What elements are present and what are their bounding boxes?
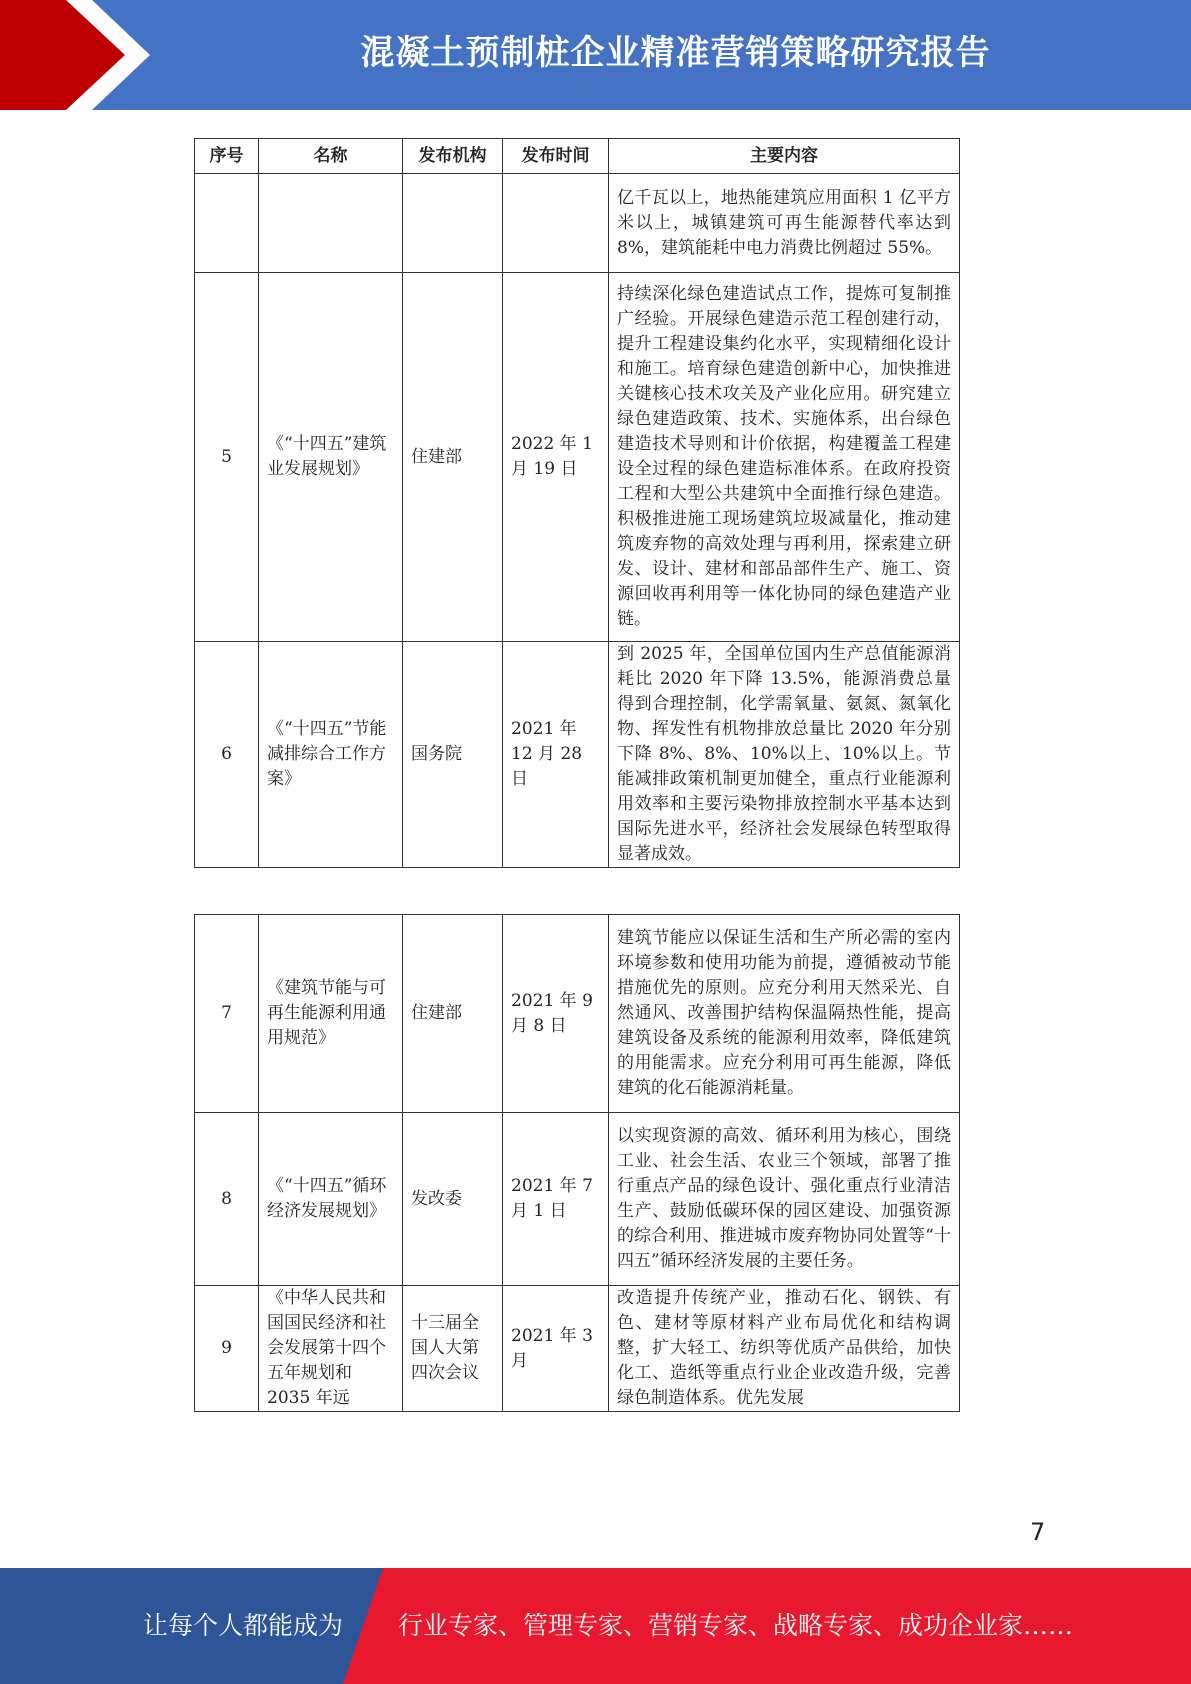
cell-date: 2021 年 7 月 1 日 — [503, 1113, 609, 1286]
table-row — [195, 642, 960, 868]
cell-date: 2021 年 3 月 — [503, 1286, 609, 1412]
cell-name: 《“十四五”循环经济发展规划》 — [259, 1113, 403, 1286]
cell-org: 住建部 — [403, 273, 503, 642]
cell-name: 《“十四五”建筑业发展规划》 — [259, 273, 403, 642]
cell-content: 到 2025 年，全国单位国内生产总值能源消耗比 2020 年下降 13.5%，能源消费总量得到合理控制，化学需氧量、氨氮、氮氧化物、挥发性有机物排放总量比 2020 年分别下降 8%、8%、10%以上、10%以上。节能减排政策机制更加健全，重点行业能源利用效率和主要污染物排放控制水平基本达到国际先进水平，经济社会发展绿色转型取得显著成效。 — [609, 642, 960, 868]
header-cell-date: 发布时间 — [503, 139, 609, 174]
cell-org — [403, 174, 503, 273]
cell-org: 住建部 — [403, 915, 503, 1113]
footer-slogan-left: 让每个人都能成为 — [143, 1611, 344, 1640]
table-row — [195, 174, 960, 273]
cell-name — [259, 174, 403, 273]
cell-org: 国务院 — [403, 642, 503, 868]
footer-slogan-right: 行业专家、管理专家、营销专家、战略专家、成功企业家…… — [398, 1611, 1074, 1640]
table-row — [195, 273, 960, 642]
cell-no: 5 — [195, 273, 259, 642]
table-header-row — [195, 139, 960, 174]
policy-table-part-1 — [194, 138, 960, 868]
cell-name: 《建筑节能与可再生能源利用通用规范》 — [259, 915, 403, 1113]
policy-table-part-2 — [194, 914, 960, 1412]
cell-content: 建筑节能应以保证生活和生产所必需的室内环境参数和使用功能为前提，遵循被动节能措施优先的原则。应充分利用天然采光、自然通风、改善围护结构保温隔热性能，提高建筑设备及系统的能源利用效率，降低建筑的用能需求。应充分利用可再生能源，降低建筑的化石能源消耗量。 — [609, 915, 960, 1113]
table-row — [195, 915, 960, 1113]
cell-name: 《中华人民共和国国民经济和社会发展第十四个五年规划和 2035 年远 — [259, 1286, 403, 1412]
cell-content: 持续深化绿色建造试点工作，提炼可复制推广经验。开展绿色建造示范工程创建行动，提升工程建设集约化水平，实现精细化设计和施工。培育绿色建造创新中心，加快推进关键核心技术攻关及产业化应用。研究建立绿色建造政策、技术、实施体系，出台绿色建造技术导则和计价依据，构建覆盖工程建设全过程的绿色建造标准体系。在政府投资工程和大型公共建筑中全面推行绿色建造。积极推进施工现场建筑垃圾减量化，推动建筑废弃物的高效处理与再利用，探索建立研发、设计、建材和部品部件生产、施工、资源回收再利用等一体化协同的绿色建造产业链。 — [609, 273, 960, 642]
header-cell-no: 序号 — [195, 139, 259, 174]
table-row — [195, 1113, 960, 1286]
cell-org: 发改委 — [403, 1113, 503, 1286]
header-arrow-decoration — [0, 0, 170, 110]
page-footer — [0, 1568, 1191, 1684]
cell-org: 十三届全国人大第四次会议 — [403, 1286, 503, 1412]
report-title: 混凝土预制桩企业精准营销策略研究报告 — [360, 33, 991, 73]
cell-date: 2021 年 9 月 8 日 — [503, 915, 609, 1113]
cell-date: 2021 年 12 月 28 日 — [503, 642, 609, 868]
cell-content: 以实现资源的高效、循环利用为核心，围绕工业、社会生活、农业三个领域，部署了推行重点产品的绿色设计、强化重点行业清洁生产、鼓励低碳环保的园区建设、加强资源的综合利用、推进城市废弃物协同处置等“十四五”循环经济发展的主要任务。 — [609, 1113, 960, 1286]
cell-name: 《“十四五”节能减排综合工作方案》 — [259, 642, 403, 868]
table-row — [195, 1286, 960, 1412]
header-cell-content: 主要内容 — [609, 139, 960, 174]
page-header — [0, 0, 1191, 110]
cell-no — [195, 174, 259, 273]
page-number: 7 — [1030, 1518, 1046, 1546]
cell-content: 改造提升传统产业，推动石化、钢铁、有色、建材等原材料产业布局优化和结构调整，扩大轻工、纺织等优质产品供给，加快化工、造纸等重点行业企业改造升级，完善绿色制造体系。优先发展 — [609, 1286, 960, 1412]
header-cell-org: 发布机构 — [403, 139, 503, 174]
cell-date — [503, 174, 609, 273]
header-cell-name: 名称 — [259, 139, 403, 174]
cell-no: 6 — [195, 642, 259, 868]
cell-content: 亿千瓦以上，地热能建筑应用面积 1 亿平方米以上，城镇建筑可再生能源替代率达到 8%，建筑能耗中电力消费比例超过 55%。 — [609, 174, 960, 273]
cell-no: 8 — [195, 1113, 259, 1286]
cell-no: 9 — [195, 1286, 259, 1412]
cell-date: 2022 年 1 月 19 日 — [503, 273, 609, 642]
cell-no: 7 — [195, 915, 259, 1113]
